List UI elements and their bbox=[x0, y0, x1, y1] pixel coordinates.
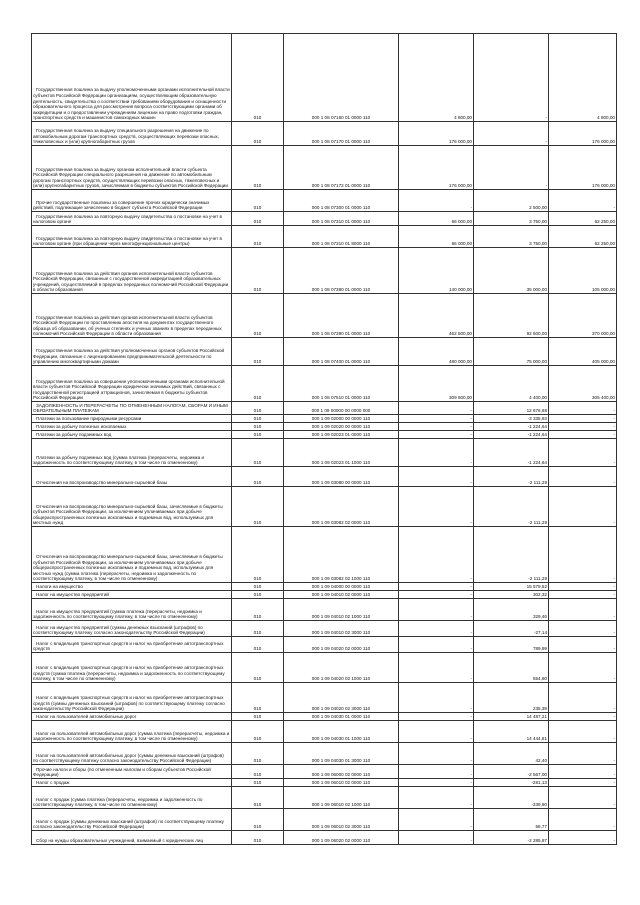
cell-unexecuted: - bbox=[549, 402, 617, 415]
cell-line-code: 010 bbox=[232, 467, 284, 487]
cell-approved-plan: - bbox=[399, 439, 474, 467]
cell-budget-code: 000 1 09 03082 02 0000 110 bbox=[284, 487, 399, 527]
table-row bbox=[32, 34, 617, 122]
revenue-execution-table bbox=[31, 33, 617, 845]
cell-indicator-name: Налог с владельцев транспортных средств и налог на приобретение автотранспортных средств (сумма платежа (перерасчеты, недоимка и задолженность по соответствующему платежу, в том числе по отмененному) bbox=[32, 653, 232, 683]
cell-indicator-name: Прочие налоги и сборы (по отмененным налогам и сборам субъектов Российской Федерации) bbox=[32, 765, 232, 779]
cell-approved-plan: - bbox=[399, 402, 474, 415]
cell-indicator-name: Государственная пошлина за действия органов исполнительной власти субъектов Российской Федерации, связанные с государственной аккредитацией образовательных учреждений, осуществляемой в пределах переданных полномочий Российской Федерации в области образования bbox=[32, 248, 232, 294]
cell-line-code: 010 bbox=[232, 787, 284, 809]
table-row bbox=[32, 294, 617, 338]
cell-unexecuted: - bbox=[549, 653, 617, 683]
cell-budget-code: 000 1 09 06010 02 0000 110 bbox=[284, 779, 399, 787]
table-row bbox=[32, 248, 617, 294]
cell-executed: -3 335,93 bbox=[474, 415, 549, 423]
table-row bbox=[32, 402, 617, 415]
cell-approved-plan: - bbox=[399, 431, 474, 439]
cell-indicator-name: Налог на пользователей автомобильных дорог (суммы денежных взысканий (штрафов) по соответствующему платежу согласно законодательству Российской Федерации) bbox=[32, 743, 232, 765]
cell-approved-plan: - bbox=[399, 637, 474, 653]
cell-unexecuted: 370 000,00 bbox=[549, 294, 617, 338]
table-row bbox=[32, 190, 617, 212]
cell-executed: -2 567,00 bbox=[474, 765, 549, 779]
table-row bbox=[32, 527, 617, 583]
cell-indicator-name: Налог с продаж bbox=[32, 779, 232, 787]
cell-unexecuted: - bbox=[549, 713, 617, 721]
cell-line-code: 010 bbox=[232, 423, 284, 431]
table-row bbox=[32, 599, 617, 621]
table-row bbox=[32, 683, 617, 713]
table-row bbox=[32, 122, 617, 146]
cell-unexecuted: 105 000,00 bbox=[549, 248, 617, 294]
cell-budget-code: 000 1 09 04030 01 0000 110 bbox=[284, 713, 399, 721]
cell-unexecuted: - bbox=[549, 721, 617, 743]
cell-indicator-name: Отчисления на воспроизводство минерально-сырьевой базы bbox=[32, 467, 232, 487]
cell-approved-plan: 140 000,00 bbox=[399, 248, 474, 294]
cell-line-code: 010 bbox=[232, 831, 284, 845]
cell-approved-plan: - bbox=[399, 721, 474, 743]
table-row bbox=[32, 831, 617, 845]
cell-approved-plan: - bbox=[399, 527, 474, 583]
cell-executed: 2 500,00 bbox=[474, 190, 549, 212]
cell-budget-code: 000 1 09 06010 02 3000 110 bbox=[284, 809, 399, 831]
cell-line-code: 010 bbox=[232, 583, 284, 591]
cell-unexecuted: - bbox=[549, 809, 617, 831]
cell-line-code: 010 bbox=[232, 809, 284, 831]
cell-executed: -27,14 bbox=[474, 621, 549, 637]
cell-budget-code: 000 1 09 04020 02 3000 110 bbox=[284, 683, 399, 713]
cell-line-code: 010 bbox=[232, 713, 284, 721]
cell-approved-plan: - bbox=[399, 809, 474, 831]
cell-budget-code: 000 1 08 07380 01 0000 110 bbox=[284, 248, 399, 294]
table-row bbox=[32, 721, 617, 743]
cell-unexecuted: - bbox=[549, 190, 617, 212]
cell-executed: 235,39 bbox=[474, 683, 549, 713]
cell-approved-plan: - bbox=[399, 787, 474, 809]
cell-unexecuted: - bbox=[549, 423, 617, 431]
cell-unexecuted: - bbox=[549, 431, 617, 439]
cell-executed: -2 111,29 bbox=[474, 467, 549, 487]
cell-indicator-name: Государственная пошлина за повторную выдачу свидетельства о постановке на учет в налоговом органе bbox=[32, 212, 232, 226]
cell-approved-plan: 4 800,00 bbox=[399, 34, 474, 122]
cell-indicator-name: Отчисления на воспроизводство минерально-сырьевой базы, зачисляемые в бюджеты субъектов Российской Федерации, за исключением уплачиваемых при добыче общераспространенных полезных ископаемых и подземных вод, используемых для местных нужд (сумма платежа (перерасчеты, недоимка и задолженность по соответствующему платежу, в том числе по отмененному) bbox=[32, 527, 232, 583]
cell-budget-code: 000 1 09 06000 02 0000 110 bbox=[284, 765, 399, 779]
table-row bbox=[32, 591, 617, 599]
cell-executed: 3 750,00 bbox=[474, 212, 549, 226]
cell-unexecuted: - bbox=[549, 787, 617, 809]
table-row bbox=[32, 653, 617, 683]
cell-executed: -1 224,64 bbox=[474, 439, 549, 467]
cell-executed: -2 111,29 bbox=[474, 527, 549, 583]
cell-budget-code: 000 1 08 07400 01 0000 110 bbox=[284, 338, 399, 366]
cell-line-code: 010 bbox=[232, 721, 284, 743]
cell-indicator-name: Налог с продаж (сумма платежа (перерасчеты, недоимка и задолженность по соответствующему платежу, в том числе по отмененному) bbox=[32, 787, 232, 809]
table-row bbox=[32, 226, 617, 248]
cell-indicator-name: Налог на пользователей автомобильных дорог bbox=[32, 713, 232, 721]
cell-indicator-name: ЗАДОЛЖЕННОСТЬ И ПЕРЕРАСЧЕТЫ ПО ОТМЕНЕННЫМ НАЛОГАМ, СБОРАМ И ИНЫМ ОБЯЗАТЕЛЬНЫМ ПЛАТЕЖАМ bbox=[32, 402, 232, 415]
cell-approved-plan: - bbox=[399, 415, 474, 423]
cell-executed: -1 224,64 bbox=[474, 423, 549, 431]
cell-approved-plan: - bbox=[399, 713, 474, 721]
cell-approved-plan: - bbox=[399, 831, 474, 845]
table-row bbox=[32, 713, 617, 721]
table-row bbox=[32, 415, 617, 423]
cell-unexecuted: - bbox=[549, 591, 617, 599]
cell-unexecuted: 62 250,00 bbox=[549, 226, 617, 248]
table-row bbox=[32, 439, 617, 467]
cell-executed: -1 224,64 bbox=[474, 431, 549, 439]
table-row bbox=[32, 431, 617, 439]
cell-approved-plan: - bbox=[399, 621, 474, 637]
table-row bbox=[32, 366, 617, 402]
cell-budget-code: 000 1 09 02000 00 0000 110 bbox=[284, 415, 399, 423]
cell-budget-code: 000 1 09 04030 01 1000 110 bbox=[284, 721, 399, 743]
cell-executed: 4 400,00 bbox=[474, 366, 549, 402]
cell-budget-code: 000 1 09 04000 00 0000 110 bbox=[284, 583, 399, 591]
cell-approved-plan: 66 000,00 bbox=[399, 226, 474, 248]
cell-indicator-name: Отчисления на воспроизводство минерально-сырьевой базы, зачисляемые в бюджеты субъектов Российской Федерации, за исключением уплачиваемых при добыче общераспространенных полезных ископаемых и подземных вод, используемых для местных нужд bbox=[32, 487, 232, 527]
cell-indicator-name: Сбор на нужды образовательных учреждений, взимаемый с юридических лиц bbox=[32, 831, 232, 845]
cell-executed: 302,32 bbox=[474, 591, 549, 599]
cell-approved-plan: 480 000,00 bbox=[399, 338, 474, 366]
cell-budget-code: 000 1 09 03082 02 1000 110 bbox=[284, 527, 399, 583]
cell-executed: -281,13 bbox=[474, 779, 549, 787]
cell-executed: 554,60 bbox=[474, 653, 549, 683]
table-row bbox=[32, 743, 617, 765]
cell-approved-plan: - bbox=[399, 779, 474, 787]
cell-approved-plan: - bbox=[399, 467, 474, 487]
cell-approved-plan: - bbox=[399, 653, 474, 683]
cell-line-code: 010 bbox=[232, 431, 284, 439]
cell-executed: -339,90 bbox=[474, 787, 549, 809]
table-row bbox=[32, 467, 617, 487]
cell-unexecuted: 62 250,00 bbox=[549, 212, 617, 226]
cell-approved-plan: 309 600,00 bbox=[399, 366, 474, 402]
cell-budget-code: 000 1 09 04010 02 1000 110 bbox=[284, 599, 399, 621]
cell-executed: 14 487,21 bbox=[474, 713, 549, 721]
cell-unexecuted: - bbox=[549, 779, 617, 787]
cell-line-code: 010 bbox=[232, 683, 284, 713]
table-row bbox=[32, 487, 617, 527]
cell-indicator-name: Налог на имущество предприятий (сумма платежа (перерасчеты, недоимка и задолженность по соответствующему платежу, в том числе по отмененному) bbox=[32, 599, 232, 621]
cell-indicator-name: Государственная пошлина за повторную выдачу свидетельства о постановке на учет в налоговом органе (при обращении через многофункциональные центры) bbox=[32, 226, 232, 248]
cell-executed: 3 750,00 bbox=[474, 226, 549, 248]
table-body bbox=[32, 34, 617, 845]
cell-unexecuted: - bbox=[549, 415, 617, 423]
cell-budget-code: 000 1 08 07510 01 0000 110 bbox=[284, 366, 399, 402]
cell-line-code: 010 bbox=[232, 415, 284, 423]
cell-budget-code: 000 1 09 06010 02 1000 110 bbox=[284, 787, 399, 809]
cell-executed: -2 111,29 bbox=[474, 487, 549, 527]
cell-line-code: 010 bbox=[232, 402, 284, 415]
cell-indicator-name: Налог с продаж (суммы денежных взысканий (штрафов) по соответствующему платежу согласно законодательству Российской Федерации) bbox=[32, 809, 232, 831]
cell-executed: 42,40 bbox=[474, 743, 549, 765]
table-row bbox=[32, 637, 617, 653]
cell-budget-code: 000 1 09 02020 00 0000 110 bbox=[284, 423, 399, 431]
cell-budget-code: 000 1 08 07300 01 0000 110 bbox=[284, 190, 399, 212]
cell-line-code: 010 bbox=[232, 439, 284, 467]
cell-indicator-name: Государственная пошлина за действия органов исполнительной власти субъектов Российской Федерации по проставлению апостиля на документах государственного образца об образовании, об ученых степенях и ученых званиях в пределах переданных полномочий Российской Федерации в области образования bbox=[32, 294, 232, 338]
cell-unexecuted: - bbox=[549, 637, 617, 653]
cell-budget-code: 000 1 09 04020 02 0000 110 bbox=[284, 637, 399, 653]
cell-budget-code: 000 1 08 07170 01 0000 110 bbox=[284, 122, 399, 146]
table-row bbox=[32, 583, 617, 591]
cell-indicator-name: Налоги на имущество bbox=[32, 583, 232, 591]
cell-unexecuted: - bbox=[549, 621, 617, 637]
cell-line-code: 010 bbox=[232, 487, 284, 527]
cell-indicator-name: Прочие государственные пошлины за совершение прочих юридически значимых действий, подлежащие зачислению в бюджет субъекта Российской Федерации bbox=[32, 190, 232, 212]
cell-indicator-name: Налог с владельцев транспортных средств и налог на приобретение автотранспортных средств bbox=[32, 637, 232, 653]
cell-indicator-name: Государственная пошлина за совершение уполномоченными органами исполнительной власти субъектов Российской Федерации юридически значимых действий, связанных с государственной регистрацией аттракционов, зачисляемая в бюджеты субъектов Российской Федерации bbox=[32, 366, 232, 402]
cell-indicator-name: Налог на пользователей автомобильных дорог (сумма платежа (перерасчеты, недоимка и задолженность по соответствующему платежу, в том числе по отмененному) bbox=[32, 721, 232, 743]
cell-unexecuted: - bbox=[549, 583, 617, 591]
cell-line-code: 010 bbox=[232, 527, 284, 583]
cell-indicator-name: Платежи за добычу подземных вод bbox=[32, 431, 232, 439]
cell-line-code: 010 bbox=[232, 212, 284, 226]
table-row bbox=[32, 212, 617, 226]
cell-unexecuted: - bbox=[549, 743, 617, 765]
cell-executed: 92 500,00 bbox=[474, 294, 549, 338]
cell-indicator-name: Государственная пошлина за выдачу специального разрешения на движение по автомобильным дорогам транспортных средств, осуществляющих перевозки опасных, тяжеловесных и (или) крупногабаритных грузов bbox=[32, 122, 232, 146]
cell-unexecuted: - bbox=[549, 599, 617, 621]
cell-budget-code: 000 1 08 07310 01 8000 110 bbox=[284, 226, 399, 248]
cell-executed: 14 444,81 bbox=[474, 721, 549, 743]
cell-indicator-name: Платежи за добычу полезных ископаемых bbox=[32, 423, 232, 431]
cell-budget-code: 000 1 09 00000 00 0000 000 bbox=[284, 402, 399, 415]
cell-approved-plan: 462 500,00 bbox=[399, 294, 474, 338]
cell-indicator-name: Налог на имущество предприятий (суммы денежных взысканий (штрафов) по соответствующему платежу согласно законодательству Российской Федерации) bbox=[32, 621, 232, 637]
cell-line-code: 010 bbox=[232, 599, 284, 621]
cell-approved-plan: - bbox=[399, 683, 474, 713]
cell-executed: 12 676,68 bbox=[474, 402, 549, 415]
cell-indicator-name: Налог с владельцев транспортных средств и налог на приобретение автотранспортных средств (суммы денежных взысканий (штрафов) по соответствующему платежу согласно законодательству Российской Федерации) bbox=[32, 683, 232, 713]
table-row bbox=[32, 146, 617, 190]
table-row bbox=[32, 621, 617, 637]
cell-unexecuted: - bbox=[549, 765, 617, 779]
cell-executed: 329,46 bbox=[474, 599, 549, 621]
cell-line-code: 010 bbox=[232, 765, 284, 779]
cell-unexecuted: - bbox=[549, 439, 617, 467]
cell-approved-plan: 66 000,00 bbox=[399, 212, 474, 226]
cell-unexecuted: 176 000,00 bbox=[549, 146, 617, 190]
cell-indicator-name: Государственная пошлина за выдачу органом исполнительной власти субъекта Российской Федерации специального разрешения на движение по автомобильным дорогам транспортных средств, осуществляющих перевозки опасных, тяжеловесных и (или) крупногабаритных грузов, зачисляемая в бюджеты субъектов Российской Федерации bbox=[32, 146, 232, 190]
table-row bbox=[32, 787, 617, 809]
cell-approved-plan: 176 000,00 bbox=[399, 146, 474, 190]
cell-line-code: 010 bbox=[232, 294, 284, 338]
cell-unexecuted: - bbox=[549, 683, 617, 713]
table-row bbox=[32, 338, 617, 366]
cell-unexecuted: - bbox=[549, 831, 617, 845]
cell-approved-plan: - bbox=[399, 423, 474, 431]
cell-indicator-name: Государственная пошлина за выдачу уполномоченными органами исполнительной власти субъектов Российской Федерации организациям, осуществляющим образовательную деятельность, свидетельства о соответствии требованиям оборудования и оснащенности образовательного процесса для рассмотрения вопроса соответствующими органами об аккредитации и о предоставлении учреждениям лицензии на право подготовки граждан, транспортных средств и машинистов самоходных машин bbox=[32, 34, 232, 122]
cell-budget-code: 000 1 09 03080 00 0000 110 bbox=[284, 467, 399, 487]
cell-line-code: 010 bbox=[232, 637, 284, 653]
cell-executed: - bbox=[474, 122, 549, 146]
cell-line-code: 010 bbox=[232, 190, 284, 212]
cell-unexecuted: - bbox=[549, 487, 617, 527]
cell-unexecuted: 4 800,00 bbox=[549, 34, 617, 122]
cell-line-code: 010 bbox=[232, 146, 284, 190]
cell-budget-code: 000 1 09 02023 01 1000 110 bbox=[284, 439, 399, 467]
cell-budget-code: 000 1 09 04020 02 1000 110 bbox=[284, 653, 399, 683]
cell-approved-plan: - bbox=[399, 599, 474, 621]
cell-line-code: 010 bbox=[232, 248, 284, 294]
cell-line-code: 010 bbox=[232, 621, 284, 637]
cell-executed: 15 579,52 bbox=[474, 583, 549, 591]
cell-indicator-name: Государственная пошлина за действия уполномоченных органов субъектов Российской Федерации, связанные с лицензированием предпринимательской деятельности по управлению многоквартирными домами bbox=[32, 338, 232, 366]
cell-budget-code: 000 1 09 04030 01 3000 110 bbox=[284, 743, 399, 765]
cell-executed: 75 000,00 bbox=[474, 338, 549, 366]
cell-indicator-name: Платежи за добычу подземных вод (сумма платежа (перерасчеты, недоимка и задолженность по соответствующему платежу, в том числе по отмененному) bbox=[32, 439, 232, 467]
cell-approved-plan: - bbox=[399, 765, 474, 779]
cell-budget-code: 000 1 08 07172 01 0000 110 bbox=[284, 146, 399, 190]
cell-line-code: 010 bbox=[232, 366, 284, 402]
cell-executed: - bbox=[474, 146, 549, 190]
cell-approved-plan: - bbox=[399, 583, 474, 591]
cell-indicator-name: Налог на имущество предприятий bbox=[32, 591, 232, 599]
cell-budget-code: 000 1 09 04010 02 3000 110 bbox=[284, 621, 399, 637]
cell-executed: 58,77 bbox=[474, 809, 549, 831]
cell-line-code: 010 bbox=[232, 591, 284, 599]
cell-budget-code: 000 1 09 04010 02 0000 110 bbox=[284, 591, 399, 599]
table-row bbox=[32, 809, 617, 831]
cell-unexecuted: - bbox=[549, 467, 617, 487]
cell-executed: - bbox=[474, 34, 549, 122]
cell-unexecuted: 176 000,00 bbox=[549, 122, 617, 146]
cell-approved-plan: - bbox=[399, 190, 474, 212]
cell-unexecuted: 405 000,00 bbox=[549, 338, 617, 366]
cell-approved-plan: - bbox=[399, 591, 474, 599]
cell-approved-plan: - bbox=[399, 743, 474, 765]
cell-executed: 789,99 bbox=[474, 637, 549, 653]
cell-indicator-name: Платежи за пользование природными ресурсами bbox=[32, 415, 232, 423]
cell-approved-plan: - bbox=[399, 487, 474, 527]
cell-approved-plan: 176 000,00 bbox=[399, 122, 474, 146]
cell-line-code: 010 bbox=[232, 779, 284, 787]
cell-budget-code: 000 1 09 02023 01 0000 110 bbox=[284, 431, 399, 439]
cell-unexecuted: 305 400,00 bbox=[549, 366, 617, 402]
table-row bbox=[32, 423, 617, 431]
cell-executed: -2 285,87 bbox=[474, 831, 549, 845]
cell-line-code: 010 bbox=[232, 743, 284, 765]
cell-budget-code: 000 1 08 07390 01 0000 110 bbox=[284, 294, 399, 338]
cell-executed: 35 000,00 bbox=[474, 248, 549, 294]
report-sheet bbox=[31, 33, 616, 845]
cell-line-code: 010 bbox=[232, 122, 284, 146]
cell-line-code: 010 bbox=[232, 226, 284, 248]
table-row bbox=[32, 765, 617, 779]
cell-line-code: 010 bbox=[232, 338, 284, 366]
cell-line-code: 010 bbox=[232, 34, 284, 122]
cell-line-code: 010 bbox=[232, 653, 284, 683]
cell-budget-code: 000 1 08 07160 01 0000 110 bbox=[284, 34, 399, 122]
cell-budget-code: 000 1 09 06020 02 0000 110 bbox=[284, 831, 399, 845]
table-row bbox=[32, 779, 617, 787]
cell-budget-code: 000 1 08 07310 01 0000 110 bbox=[284, 212, 399, 226]
cell-unexecuted: - bbox=[549, 527, 617, 583]
